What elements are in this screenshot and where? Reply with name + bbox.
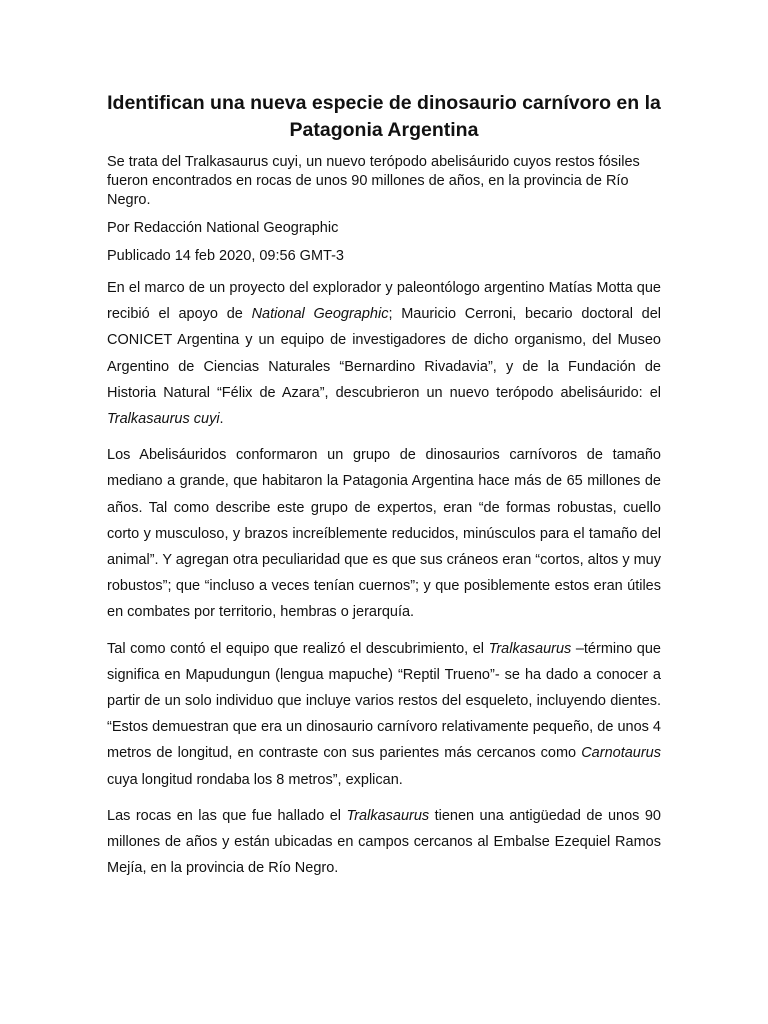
article-title: Identifican una nueva especie de dinosaurio carnívoro en la Patagonia Argentina (107, 92, 661, 141)
paragraph-3-italic-carnotaurus: Carnotaurus (581, 745, 661, 762)
paragraph-3-text-c: –término que significa en Mapudungun (lengua mapuche) “Reptil Trueno”- se ha dado a conocer a partir de un solo individuo que incluye varios restos del esqueleto, incluyendo dientes. “Estos demuestran que era un dinosaurio carnívoro relativamente pequeño, de unos 4 metros de longitud, en contraste con sus parientes más cercanos como (107, 640, 661, 762)
paragraph-3 (107, 636, 661, 793)
article-published-date: Publicado 14 feb 2020, 09:56 GMT-3 (107, 248, 344, 264)
paragraph-1-italic-species: Tralkasaurus cuyi (107, 411, 220, 428)
paragraph-1-text-e: . (219, 411, 224, 428)
paragraph-2: Los Abelisáuridos conformaron un grupo de dinosaurios carnívoros de tamaño mediano a grande, que habitaron la Patagonia Argentina hace más de 65 millones de años. Tal como describe este grupo de expertos, eran “de formas robustas, cuello corto y musculoso, y brazos increíblemente reducidos, minúsculos para el tamaño del animal”. Y agregan otra peculiaridad que es que sus cráneos eran “cortos, altos y muy robustos”; que “incluso a veces tenían cuernos”; y que posiblemente estos eran útiles en combates por territorio, hembras o jerarquía. (107, 447, 661, 621)
paragraph-3-italic-tralkasaurus: Tralkasaurus (488, 640, 572, 657)
paragraph-4 (107, 803, 661, 882)
paragraph-3-text-a: Tal como contó el equipo que realizó el descubrimiento, el (107, 640, 489, 657)
paragraph-1-italic-national-geographic: National Geographic (251, 306, 389, 323)
paragraph-1-text-a: En el marco de un proyecto del explorador y paleontólogo argentino Matías Motta que recibió el apoyo de (107, 280, 661, 323)
paragraph-4-text-c: tienen una antigüedad de unos 90 millones de años y están ubicadas en campos cercanos al Embalse Ezequiel Ramos Mejía, en la provincia de Río Negro. (107, 807, 661, 877)
article-lead: Se trata del Tralkasaurus cuyi, un nuevo terópodo abelisáurido cuyos restos fósiles fueron encontrados en rocas de unos 90 millones de años, en la provincia de Río Negro. (107, 154, 640, 208)
paragraph-4-text-a: Las rocas en las que fue hallado el (107, 807, 347, 824)
article-byline: Por Redacción National Geographic (107, 220, 339, 236)
paragraph-1 (107, 275, 661, 432)
paragraph-3-text-e: cuya longitud rondaba los 8 metros”, explican. (107, 771, 403, 788)
paragraph-4-italic-tralkasaurus: Tralkasaurus (346, 807, 430, 824)
paragraph-1-text-c: ; Mauricio Cerroni, becario doctoral del CONICET Argentina y un equipo de investigadores de dicho organismo, del Museo Argentino de Ciencias Naturales “Bernardino Rivadavia”, y de la Fundación de Historia Natural “Félix de Azara”, descubrieron un nuevo terópodo abelisáurido: el (107, 306, 662, 401)
